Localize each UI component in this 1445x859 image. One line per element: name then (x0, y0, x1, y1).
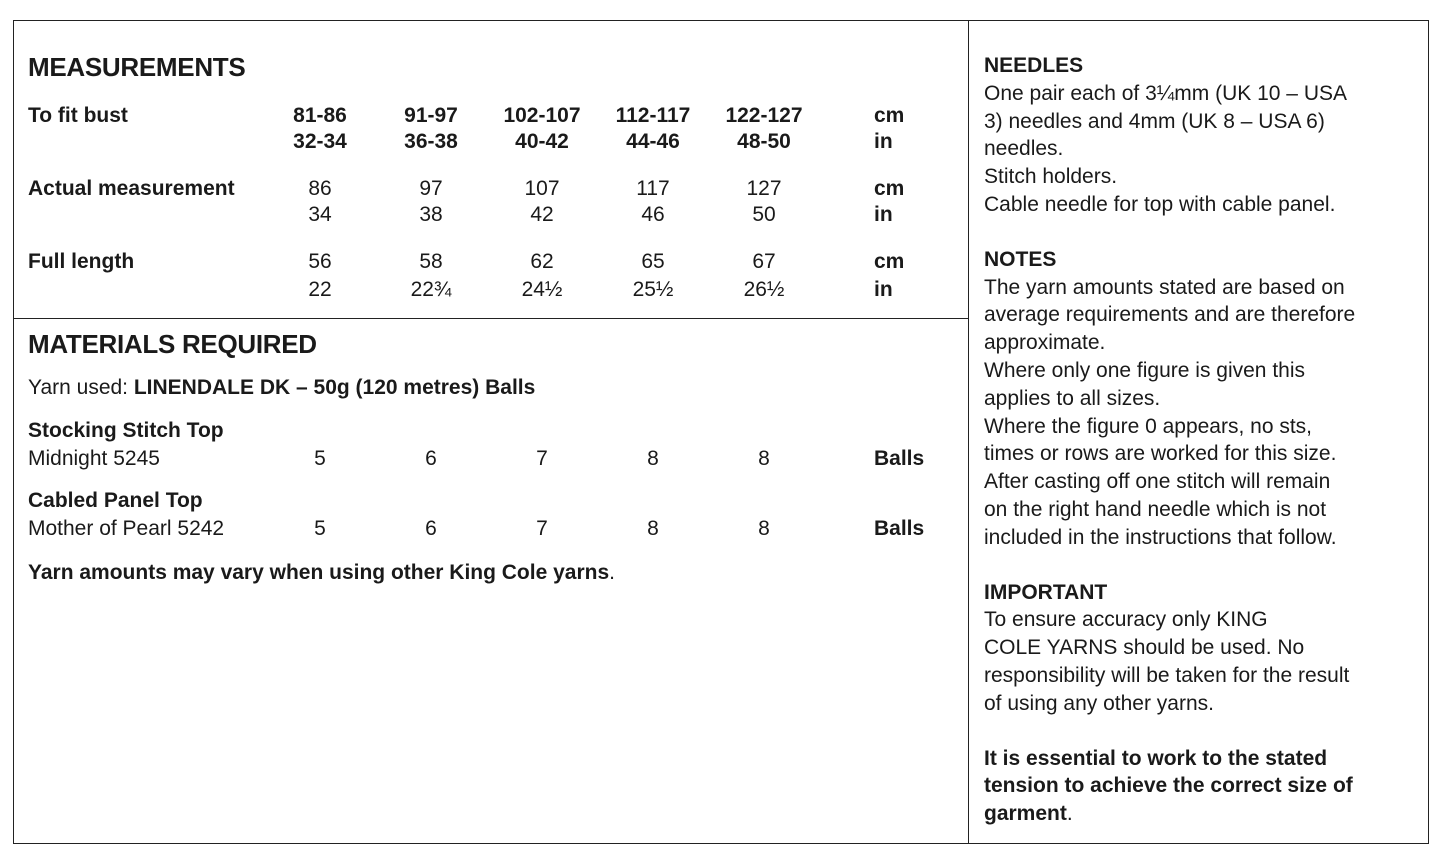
unit-balls: Balls (874, 517, 925, 540)
item-name: Stocking Stitch Top (28, 419, 224, 442)
size-cm: 91-97 (404, 104, 458, 127)
yarn-note-text: Yarn amounts may vary when using other King Cole yarns (28, 561, 610, 584)
important-line: COLE YARNS should be used. No (984, 636, 1305, 660)
size-cm: 81-86 (293, 104, 347, 127)
needles-line: 3) needles and 4mm (UK 8 – USA 6) (984, 109, 1325, 133)
yarn-used (28, 375, 535, 401)
size-cm: 122-127 (725, 104, 803, 127)
value-cell: 117 (636, 177, 670, 200)
balls-cell: 6 (425, 447, 437, 470)
value-cell: 38 (419, 203, 443, 226)
yarn-note-end: . (609, 561, 615, 584)
column-divider (968, 20, 969, 844)
notes-line: applies to all sizes. (984, 386, 1161, 410)
balls-cell: 7 (536, 517, 548, 540)
needles-line: Cable needle for top with cable panel. (984, 192, 1336, 216)
value-cell: 25½ (632, 278, 674, 301)
tension-line: It is essential to work to the stated (984, 746, 1328, 770)
balls-cell: 5 (314, 447, 326, 470)
balls-cell: 8 (647, 517, 659, 540)
value-cell: 58 (419, 250, 443, 273)
tension-last-line (984, 800, 1424, 828)
size-cm: 102-107 (503, 104, 581, 127)
spacer (984, 552, 1424, 579)
needles-title: NEEDLES (984, 54, 1084, 77)
unit-in: in (874, 130, 893, 153)
balls-cell: 5 (314, 517, 326, 540)
notes-line: Where only one figure is given this (984, 358, 1305, 382)
value-cell: 24½ (521, 278, 563, 301)
notes-line: times or rows are worked for this size. (984, 442, 1337, 466)
value-cell: 86 (308, 177, 332, 200)
unit-cm: cm (874, 250, 905, 273)
notes-title: NOTES (984, 247, 1057, 271)
important-title: IMPORTANT (984, 580, 1108, 604)
balls-cell: 6 (425, 517, 437, 540)
value-cell: 46 (641, 203, 665, 226)
size-in: 36-38 (404, 130, 458, 153)
yarn-used-prefix: Yarn used: (28, 376, 134, 399)
balls-cell: 8 (758, 517, 770, 540)
row-label-length: Full length (28, 250, 135, 273)
value-cell: 67 (752, 250, 776, 273)
notes-line: The yarn amounts stated are based on (984, 275, 1345, 299)
notes-line: After casting off one stitch will remain (984, 470, 1331, 494)
size-in: 44-46 (626, 130, 680, 153)
size-in: 48-50 (737, 130, 791, 153)
balls-cell: 8 (758, 447, 770, 470)
unit-balls: Balls (874, 447, 925, 470)
yarn-note (28, 560, 615, 586)
size-in: 32-34 (293, 130, 347, 153)
value-cell: 97 (419, 177, 443, 200)
unit-cm: cm (874, 104, 905, 127)
value-cell: 107 (524, 177, 560, 200)
section-divider (13, 318, 969, 319)
value-cell: 22¾ (410, 278, 452, 301)
unit-cm: cm (874, 177, 905, 200)
notes-line: on the right hand needle which is not (984, 497, 1327, 521)
unit-in: in (874, 278, 893, 301)
balls-cell: 8 (647, 447, 659, 470)
important-line: responsibility will be taken for the result (984, 663, 1350, 687)
notes-line: average requirements and are therefore (984, 303, 1356, 327)
notes-line: Where the figure 0 appears, no sts, (984, 414, 1313, 438)
materials-title: MATERIALS REQUIRED (28, 329, 317, 359)
value-cell: 56 (308, 250, 332, 273)
right-column (984, 52, 1424, 828)
value-cell: 62 (530, 250, 554, 273)
spacer (984, 219, 1424, 246)
size-in: 40-42 (515, 130, 569, 153)
tension-line: tension to achieve the correct size of (984, 774, 1353, 798)
important-line: of using any other yarns. (984, 691, 1214, 715)
measurements-title: MEASUREMENTS (28, 52, 246, 82)
item-colour: Midnight 5245 (28, 447, 160, 470)
tension-line: garment (984, 802, 1067, 826)
row-label-actual: Actual measurement (28, 177, 235, 200)
size-cm: 112-117 (615, 104, 691, 127)
unit-in: in (874, 203, 893, 226)
notes-line: included in the instructions that follow. (984, 525, 1337, 549)
important-line: To ensure accuracy only KING (984, 608, 1268, 632)
notes-line: approximate. (984, 331, 1106, 355)
value-cell: 26½ (743, 278, 785, 301)
item-colour: Mother of Pearl 5242 (28, 517, 225, 540)
value-cell: 34 (308, 203, 332, 226)
value-cell: 22 (308, 278, 332, 301)
needles-line: needles. (984, 137, 1064, 161)
needles-line: Stitch holders. (984, 165, 1118, 189)
tension-end: . (1066, 802, 1073, 826)
value-cell: 42 (530, 203, 554, 226)
value-cell: 65 (641, 250, 665, 273)
value-cell: 50 (752, 203, 776, 226)
row-label-bust: To fit bust (28, 104, 128, 127)
balls-cell: 7 (536, 447, 548, 470)
yarn-used-value: LINENDALE DK – 50g (120 metres) Balls (133, 376, 536, 399)
needles-line: One pair each of 3¼mm (UK 10 – USA (984, 81, 1347, 105)
value-cell: 127 (746, 177, 782, 200)
spacer (984, 718, 1424, 745)
item-name: Cabled Panel Top (28, 489, 203, 512)
